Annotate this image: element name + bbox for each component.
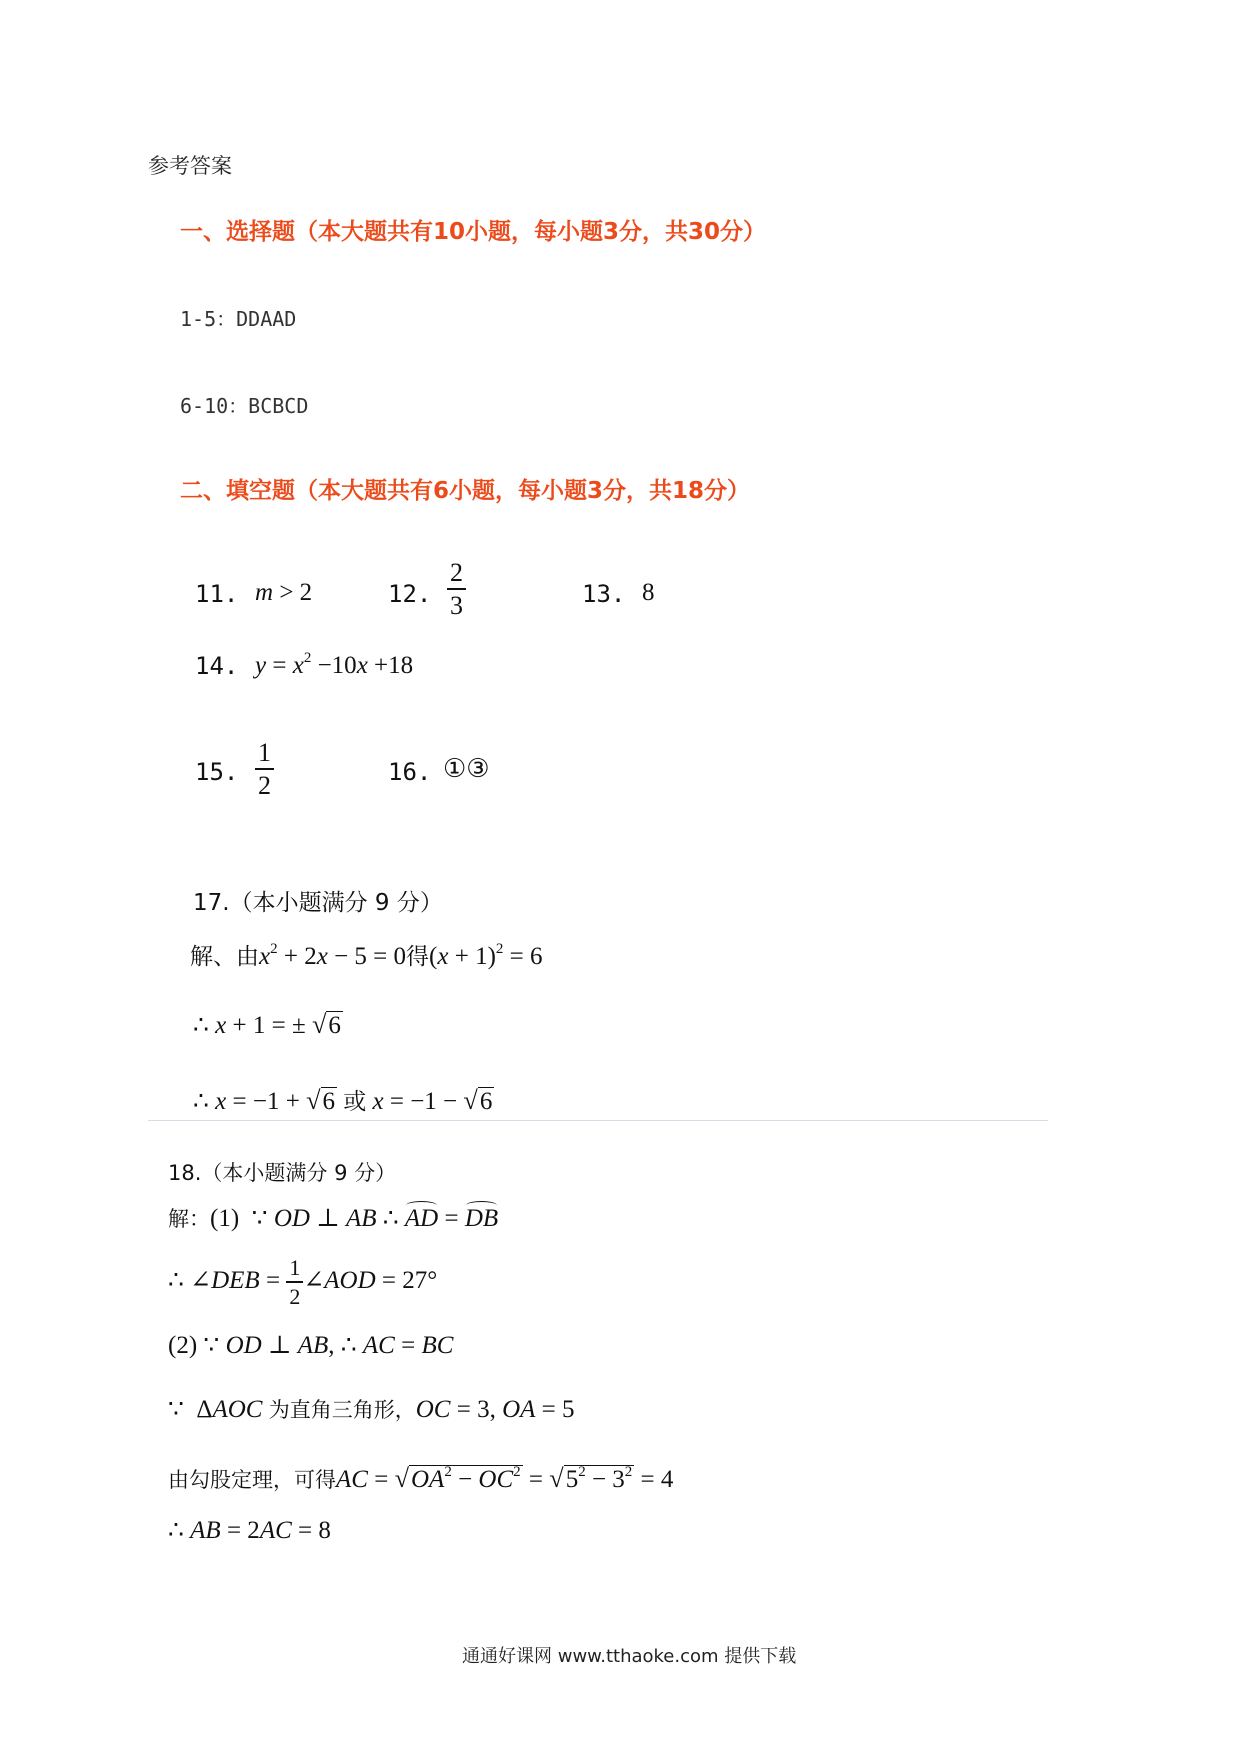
q17-step1: 解、由$x^2 + 2x - 5 = 0$得$(x + 1)^2 = 6$ xyxy=(190,940,543,970)
q18-step2: ∴ ∠DEB = $\frac{1}{2}$ ∠AOD = 27° xyxy=(168,1255,438,1309)
q17-or-text: 或 xyxy=(343,1089,367,1115)
q12-label: 12. xyxy=(388,580,432,608)
section-2-heading: 二、填空题（本大题共有6小题，每小题3分，共18分） xyxy=(180,478,751,504)
q14-label: 14. xyxy=(195,652,239,680)
q13-label: 13. xyxy=(582,580,626,608)
q16-answer: ①③ xyxy=(443,754,490,784)
q17-header: 17.（本小题满分 9 分） xyxy=(193,890,443,916)
section-1-heading: 一、选择题（本大题共有10小题，每小题3分，共30分） xyxy=(180,219,767,245)
q18-step1: 解：(1) ∵ OD ⊥ AB ∴ AD = DB xyxy=(168,1205,499,1232)
footer: 通通好课网 www.tthaoke.com 提供下载 xyxy=(462,1646,797,1667)
q18-half-denominator: 2 xyxy=(286,1281,303,1308)
q11-answer: m > 2 xyxy=(255,579,313,606)
answers-6-10: 6-10：BCBCD xyxy=(180,394,309,418)
q11-label: 11. xyxy=(195,580,239,608)
page-title: 参考答案 xyxy=(148,154,232,178)
q18-solve-text: 解： xyxy=(168,1207,210,1231)
q17-step3: ∴ x = −1 + √6 或 x = −1 − √6 xyxy=(193,1086,493,1115)
q15-answer xyxy=(255,740,274,799)
q12-denominator: 3 xyxy=(447,588,466,619)
q17-get-text: 得 xyxy=(406,944,430,970)
q18-half-numerator: 1 xyxy=(289,1255,301,1280)
q12-numerator: 2 xyxy=(450,558,463,587)
q15-label: 15. xyxy=(195,758,239,786)
q17-step2: ∴ x + 1 = ± √6 xyxy=(193,1010,341,1039)
q18-step5: 由勾股定理，可得AC = $√OA^2 - OC^2 = √5^2 - 3^2 = 4$ xyxy=(168,1463,674,1493)
q18-triangle-text: 为直角三角形， xyxy=(268,1398,416,1422)
q17-solve-text: 解、由 xyxy=(190,944,259,970)
q13-answer: 8 xyxy=(642,579,655,606)
q16-label: 16. xyxy=(388,758,432,786)
answers-1-5: 1-5：DDAAD xyxy=(180,307,297,331)
q18-step3: (2) ∵ OD ⊥ AB, ∴ AC = BC xyxy=(168,1332,454,1359)
divider xyxy=(148,1120,1048,1121)
q18-step4: ∵ ΔAOC 为直角三角形，OC = 3, OA = 5 xyxy=(168,1396,575,1423)
q15-numerator: 1 xyxy=(258,738,271,767)
q14-answer: $y = x^2 -10x +18$ xyxy=(255,649,414,679)
q15-denominator: 2 xyxy=(255,768,274,799)
q18-pythag-text: 由勾股定理，可得 xyxy=(168,1468,336,1492)
q18-header: 18.（本小题满分 9 分） xyxy=(168,1161,397,1185)
q12-answer xyxy=(447,560,466,619)
q18-step6: ∴ AB = 2AC = 8 xyxy=(168,1517,331,1544)
